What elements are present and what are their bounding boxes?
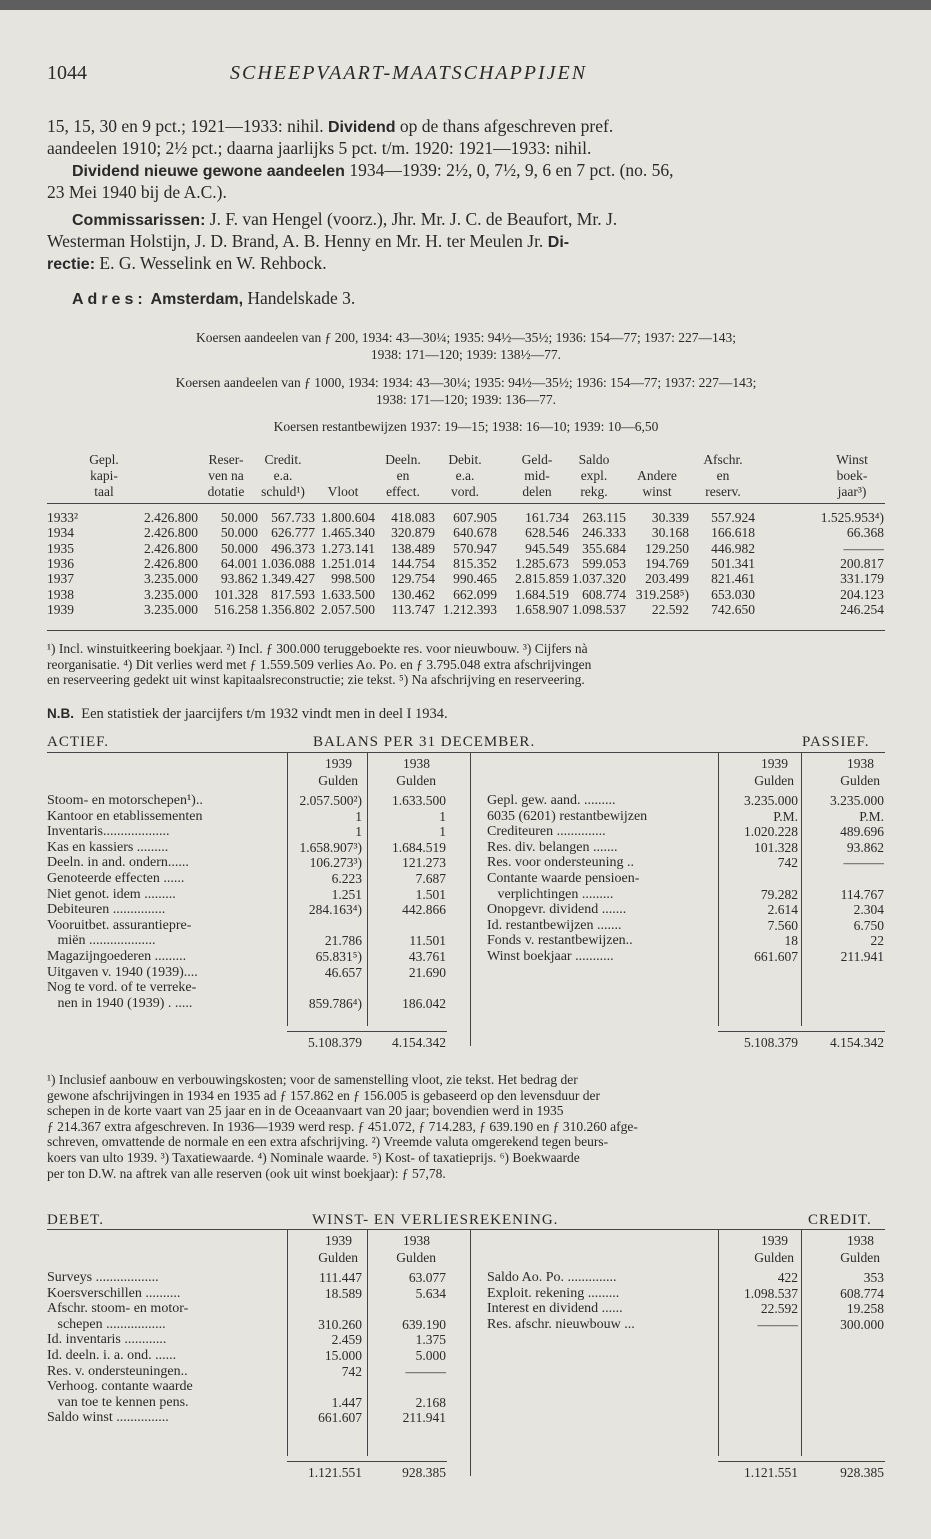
- winst-left-label: Id. inventaris ............: [47, 1332, 167, 1348]
- stats-cell: 1.212.393: [443, 601, 497, 617]
- winst-right-label: Interest en dividend ......: [487, 1301, 623, 1317]
- winst-left-value-a: 18.589: [324, 1285, 362, 1301]
- stats-cell: 161.734: [525, 510, 569, 525]
- balans-right-value-a: 7.560: [767, 917, 798, 933]
- winst-left-value-b: 5.634: [415, 1285, 446, 1301]
- winst-col-rule: [718, 1229, 719, 1456]
- balans-left-value-b: 1: [439, 808, 446, 824]
- page-title: SCHEEPVAART-MAATSCHAPPIJEN: [230, 62, 588, 84]
- balans-right-total-a: 5.108.379: [744, 1035, 798, 1050]
- footnote-line: schreven, omvattende de normale en een extra afschrijving. ²) Vreemde valuta omgerekend tegen beurs-: [47, 1134, 609, 1150]
- stats-cell: 990.465: [453, 571, 497, 587]
- balans-unit-col: Gulden: [754, 773, 794, 788]
- balans-right-label: Crediteuren ..............: [487, 824, 606, 840]
- winst-debet-title: DEBET.: [47, 1212, 104, 1228]
- winst-right-value-b: 300.000: [840, 1316, 884, 1332]
- balans-right-value-a: 79.282: [760, 886, 798, 902]
- stats-bottom-rule: [47, 630, 885, 631]
- winst-left-value-b: 1.375: [415, 1332, 446, 1348]
- balans-right-value-b: 3.235.000: [830, 793, 884, 808]
- stats-header-cell: kapi-: [90, 468, 118, 483]
- winst-unit-col: Gulden: [754, 1250, 794, 1265]
- winst-top-rule: [47, 1229, 885, 1230]
- stats-cell: 246.333: [582, 525, 626, 541]
- stats-cell: 129.250: [645, 540, 689, 556]
- balans-left-value-a: 284.163⁴): [308, 902, 362, 918]
- winst-col-rule: [801, 1229, 802, 1456]
- stats-header-cell: boek-: [836, 468, 868, 483]
- balans-right-label: Onopgevr. dividend .......: [487, 902, 627, 918]
- footnote-line: en reserveering gedekt uit winst kapitaalsreconstructie; zie tekst. ⁵) Na afschrijving en reserveering.: [47, 672, 585, 688]
- stats-row-year: 1935: [47, 540, 74, 556]
- stats-header-cell: reserv.: [705, 484, 741, 499]
- stats-header-cell: Afschr.: [703, 452, 743, 467]
- balans-left-value-a: 106.273³): [309, 855, 362, 871]
- stats-cell: 998.500: [331, 571, 375, 587]
- winst-right-value-a: 22.592: [760, 1301, 798, 1317]
- stats-cell: 2.057.500: [321, 601, 375, 617]
- stats-cell: 1.800.604: [321, 510, 375, 525]
- intro-line-4: 23 Mei 1940 bij de A.C.).: [47, 182, 227, 202]
- balans-left-value-a: 6.223: [331, 871, 362, 886]
- winst-year-col: 1939: [325, 1233, 352, 1248]
- stats-cell: 319.258⁵): [635, 586, 689, 602]
- balans-left-total-b: 4.154.342: [392, 1035, 446, 1050]
- balans-right-label: verplichtingen .........: [487, 886, 614, 902]
- stats-cell: 418.083: [391, 510, 435, 525]
- balans-right-value-b: 6.750: [853, 917, 884, 933]
- winst-left-value-b: ———: [405, 1363, 446, 1379]
- stats-cell: 1.251.014: [321, 555, 375, 571]
- stats-cell: 138.489: [391, 540, 435, 556]
- stats-cell: 1.273.141: [321, 540, 375, 556]
- balans-right-value-a: 661.607: [754, 949, 798, 964]
- stats-cell: 50.000: [220, 540, 258, 556]
- balans-left-value-a: 2.057.500²): [299, 793, 362, 808]
- balans-right-label: Gepl. gew. aand. .........: [487, 793, 616, 808]
- intro-line-1: 15, 15, 30 en 9 pct.; 1921—1933: nihil. Dividend op de thans afgeschreven pref.: [47, 116, 614, 136]
- stats-header-cell: dotatie: [207, 484, 245, 499]
- winst-left-label: schepen .................: [47, 1316, 166, 1332]
- balans-left-value-a: 1: [355, 808, 362, 824]
- balans-year-col: 1939: [325, 756, 352, 771]
- intro-line-7: rectie: E. G. Wesselink en W. Rehbock.: [47, 253, 327, 273]
- stats-cell: 599.053: [582, 555, 626, 571]
- balans-left-value-b: 1: [439, 824, 446, 840]
- winst-left-value-a: 2.459: [331, 1332, 362, 1348]
- balans-right-value-b: 93.862: [846, 839, 884, 855]
- balans-year-col: 1938: [847, 756, 874, 771]
- balans-left-value-b: 1.684.519: [392, 839, 446, 855]
- stats-header-cell: Andere: [637, 468, 677, 483]
- stats-cell: 821.461: [711, 571, 755, 587]
- koersen-line-2a: Koersen aandeelen van ƒ 1000, 1934: 1934: 43—30¼; 1935: 94½—35½; 1936: 154—77; 1937: 227—143;: [175, 375, 757, 390]
- balans-actief-title: ACTIEF.: [47, 734, 110, 750]
- stats-cell: 817.593: [271, 586, 315, 602]
- balans-left-label: nen in 1940 (1939) . .....: [47, 995, 193, 1011]
- balans-left-value-b: 186.042: [402, 995, 446, 1011]
- winst-left-value-a: 661.607: [318, 1410, 362, 1426]
- balans-left-value-a: 859.786⁴): [308, 995, 362, 1011]
- intro-line-8: Adres: Amsterdam, Handelskade 3.: [72, 288, 356, 308]
- winst-right-value-a: ———: [757, 1316, 798, 1332]
- balans-unit-col: Gulden: [318, 773, 358, 788]
- footnote-line: ƒ 214.367 extra afgeschreven. In 1936—1939 werd resp. ƒ 451.072, ƒ 714.283, ƒ 639.190 en ƒ 310.260 afge-: [47, 1118, 638, 1134]
- stats-cell: 1.684.519: [515, 586, 569, 602]
- winst-left-label: van toe te kennen pens.: [47, 1394, 189, 1410]
- winst-unit-col: Gulden: [396, 1250, 436, 1265]
- winst-left-value-b: 211.941: [402, 1410, 446, 1426]
- balans-left-value-b: 442.866: [402, 902, 446, 918]
- stats-row-year: 1934: [47, 525, 74, 541]
- balans-left-value-b: 43.761: [408, 949, 446, 964]
- stats-row-year: 1938: [47, 586, 74, 602]
- winst-left-value-a: 1.447: [331, 1394, 362, 1410]
- balans-right-label: Res. voor ondersteuning ..: [487, 855, 634, 871]
- winst-unit-col: Gulden: [840, 1250, 880, 1265]
- koersen-line-1b: 1938: 171—120; 1939: 138½—77.: [370, 347, 562, 362]
- winst-credit-title: CREDIT.: [808, 1212, 872, 1228]
- stats-header-cell: rekg.: [580, 484, 608, 499]
- intro-line-5: Commissarissen: J. F. van Hengel (voorz.), Jhr. Mr. J. C. de Beaufort, Mr. J.: [72, 209, 618, 229]
- stats-header-cell: expl.: [580, 468, 608, 483]
- winst-divider: [470, 1229, 471, 1476]
- stats-cell: 501.341: [711, 555, 755, 571]
- stats-cell: 2.815.859: [515, 571, 569, 587]
- koersen-line-2b: 1938: 171—120; 1939: 136—77.: [375, 392, 556, 407]
- winst-left-label: Koersverschillen ..........: [47, 1285, 181, 1301]
- stats-cell: 1.465.340: [321, 525, 375, 541]
- stats-header-cell: ven na: [208, 468, 244, 483]
- balans-right-value-a: 3.235.000: [744, 793, 798, 808]
- stats-row-year: 1936: [47, 555, 74, 571]
- balans-left-value-a: 21.786: [324, 933, 362, 949]
- stats-cell: 3.235.000: [144, 571, 198, 587]
- stats-header-cell: en: [716, 468, 730, 483]
- winst-left-value-b: 5.000: [415, 1348, 446, 1363]
- winst-year-col: 1939: [761, 1233, 788, 1248]
- balans-left-label: Kas en kassiers .........: [47, 839, 169, 855]
- balans-left-label: Inventaris...................: [47, 824, 170, 840]
- koersen-line-3: Koersen restantbewijzen 1937: 19—15; 1938: 16—10; 1939: 10—6,50: [273, 419, 659, 434]
- stats-cell: 101.328: [214, 586, 258, 602]
- balans-right-value-a: 18: [784, 933, 798, 949]
- winst-year-col: 1938: [847, 1233, 874, 1248]
- stats-cell: 50.000: [220, 525, 258, 541]
- stats-cell: 130.462: [391, 586, 435, 602]
- stats-cell: 1.285.673: [515, 555, 569, 571]
- balans-year-col: 1938: [403, 756, 430, 771]
- stats-cell: 662.099: [453, 586, 497, 602]
- stats-cell: 815.352: [453, 555, 497, 571]
- stats-cell: 355.684: [582, 540, 626, 556]
- winst-right-total-a: 1.121.551: [744, 1465, 798, 1481]
- stats-cell: 50.000: [220, 510, 258, 525]
- stats-header-cell: Debit.: [448, 452, 482, 467]
- stats-header-cell: Geld-: [521, 452, 553, 467]
- footnote-line: ¹) Inclusief aanbouw en verbouwingskosten; voor de samenstelling vloot, zie tekst. Het bedrag der: [47, 1072, 578, 1087]
- stats-cell: 446.982: [711, 540, 755, 556]
- stats-cell: 516.258: [214, 601, 258, 617]
- winst-right-value-b: 608.774: [840, 1285, 884, 1301]
- stats-cell: 557.924: [711, 510, 755, 525]
- stats-cell: 1.633.500: [321, 586, 375, 602]
- balans-right-value-b: ———: [843, 855, 884, 871]
- stats-row-year: 1933²: [47, 510, 79, 525]
- winst-left-label: Res. v. ondersteuningen..: [47, 1363, 188, 1379]
- winst-left-label: Afschr. stoom- en motor-: [47, 1301, 189, 1317]
- stats-cell: 166.618: [711, 525, 755, 541]
- balans-right-label: 6035 (6201) restantbewijzen: [487, 808, 648, 824]
- stats-cell: 607.905: [453, 510, 497, 525]
- balans-left-value-b: 7.687: [415, 871, 446, 886]
- stats-cell: 246.254: [840, 601, 884, 617]
- intro-line-2: aandeelen 1910; 2½ pct.; daarna jaarlijks 5 pct. t/m. 1920: 1921—1933: nihil.: [47, 138, 592, 158]
- stats-cell: 30.339: [651, 510, 689, 525]
- stats-cell: 1.037.320: [572, 571, 626, 587]
- stats-cell: 1.356.802: [261, 601, 315, 617]
- balans-left-value-b: 121.273: [402, 855, 446, 871]
- winst-left-value-b: 639.190: [402, 1316, 446, 1332]
- stats-cell: 2.426.800: [144, 540, 198, 556]
- balans-left-label: Uitgaven v. 1940 (1939)....: [47, 964, 198, 980]
- winst-unit-col: Gulden: [318, 1250, 358, 1265]
- stats-header-cell: delen: [522, 484, 552, 499]
- balans-right-value-a: 2.614: [767, 902, 798, 918]
- balans-right-total-b: 4.154.342: [830, 1035, 884, 1050]
- winst-left-value-a: 310.260: [318, 1316, 362, 1332]
- balans-unit-col: Gulden: [840, 773, 880, 788]
- footnote-line: per ton D.W. na aftrek van alle reserven (ook uit winst boekjaar): ƒ 57,78.: [47, 1165, 446, 1181]
- balans-title: BALANS PER 31 DECEMBER.: [313, 734, 536, 750]
- balans-left-value-a: 46.657: [324, 964, 362, 980]
- stats-cell: 567.733: [271, 510, 315, 525]
- balans-left-value-a: 1: [355, 824, 362, 840]
- stats-cell: 2.426.800: [144, 555, 198, 571]
- winst-title: WINST- EN VERLIESREKENING.: [312, 1212, 559, 1228]
- stats-cell: 3.235.000: [144, 586, 198, 602]
- balans-right-label: Fonds v. restantbewijzen..: [487, 933, 633, 949]
- stats-header-cell: Winst: [836, 452, 868, 467]
- balans-right-label: Id. restantbewijzen .......: [487, 917, 622, 933]
- winst-right-label: Res. afschr. nieuwbouw ...: [487, 1316, 635, 1332]
- stats-header-cell: e.a.: [455, 468, 475, 483]
- winst-left-value-a: 15.000: [324, 1348, 362, 1363]
- footnote-line: koers van ulto 1939. ³) Taxatiewaarde. ⁴) Nominale waarde. ⁵) Kost- of taxatieprijs. ⁶) Boekwaarde: [47, 1150, 580, 1165]
- stats-header-cell: Credit.: [264, 452, 302, 467]
- balans-left-total-a: 5.108.379: [308, 1035, 362, 1050]
- balans-left-value-a: 1.251: [331, 886, 362, 902]
- stats-cell: 2.426.800: [144, 525, 198, 541]
- stats-cell: 1.036.088: [261, 555, 315, 571]
- balans-left-label: Kantoor en etablissementen: [47, 808, 203, 824]
- stats-cell: 626.777: [271, 525, 315, 541]
- winst-left-label: Saldo winst ...............: [47, 1410, 169, 1426]
- stats-header-cell: winst: [642, 484, 672, 499]
- balans-total-rule: [287, 1031, 447, 1032]
- balans-left-value-a: 1.658.907³): [299, 839, 362, 855]
- balans-right-label: Contante waarde pensioen-: [487, 871, 640, 886]
- balans-divider: [470, 752, 471, 1046]
- stats-cell: 200.817: [840, 555, 884, 571]
- stats-header-cell: Deeln.: [385, 452, 421, 467]
- koersen-line-1a: Koersen aandeelen van ƒ 200, 1934: 43—30¼; 1935: 94½—35½; 1936: 154—77; 1937: 227—143;: [196, 330, 736, 345]
- balans-left-label: Deeln. in and. ondern......: [47, 855, 189, 871]
- winst-left-value-b: 63.077: [408, 1270, 446, 1285]
- stats-cell: 1.525.953⁴): [820, 510, 884, 525]
- balans-left-label: Vooruitbet. assurantiepre-: [47, 917, 192, 933]
- stats-cell: 93.862: [220, 571, 258, 587]
- balans-year-col: 1939: [761, 756, 788, 771]
- stats-cell: 628.546: [525, 525, 569, 541]
- intro-line-6: Westerman Holstijn, J. D. Brand, A. B. Henny en Mr. H. ter Meulen Jr. Di-: [47, 231, 570, 251]
- balans-left-label: Magazijngoederen .........: [47, 949, 187, 964]
- balans-right-value-a: 1.020.228: [744, 824, 798, 840]
- stats-cell: 653.030: [711, 586, 755, 602]
- winst-left-total-b: 928.385: [402, 1465, 446, 1481]
- balans-left-label: Stoom- en motorschepen¹)..: [47, 793, 203, 808]
- stats-cell: 22.592: [651, 601, 689, 617]
- balans-left-value-b: 11.501: [409, 933, 446, 949]
- balans-left-label: Debiteuren ...............: [47, 902, 166, 918]
- balans-left-value-b: 21.690: [408, 964, 446, 980]
- winst-left-label: Id. deeln. i. a. ond. ......: [47, 1348, 177, 1363]
- stats-cell: 113.747: [391, 601, 435, 617]
- balans-right-value-b: 2.304: [853, 902, 884, 918]
- balans-left-label: Nog te vord. of te verreke-: [47, 980, 197, 996]
- winst-left-value-a: 111.447: [319, 1270, 362, 1285]
- stats-cell: 608.774: [582, 586, 626, 602]
- balans-right-label: Res. div. belangen .......: [487, 839, 618, 855]
- footnote-line: gewone afschrijvingen in 1934 en 1935 ad ƒ 157.862 en ƒ 156.005 is gebaseerd op den levensduur der: [47, 1087, 600, 1103]
- balans-right-value-b: 211.941: [840, 949, 884, 964]
- winst-left-label: Verhoog. contante waarde: [47, 1379, 193, 1395]
- balans-total-rule: [718, 1031, 885, 1032]
- winst-right-value-a: 422: [777, 1270, 798, 1285]
- footnote-line: reorganisatie. ⁴) Dit verlies werd met ƒ 1.559.509 verlies Ao. Po. en ƒ 3.795.048 extra afschrijvingen: [47, 656, 592, 672]
- stats-cell: 570.947: [453, 540, 497, 556]
- stats-header-cell: vord.: [450, 484, 480, 499]
- balans-top-rule: [47, 752, 885, 753]
- stats-cell: 742.650: [711, 601, 755, 617]
- balans-left-label: Niet genot. idem .........: [47, 886, 176, 902]
- winst-total-rule: [718, 1461, 885, 1462]
- stats-header-cell: taal: [94, 484, 114, 499]
- winst-right-value-b: 19.258: [846, 1301, 884, 1317]
- footnote-line: ¹) Incl. winstuitkeering boekjaar. ²) Incl. ƒ 300.000 teruggeboekte res. voor nieuwbouw. ³) Cijfers nà: [47, 641, 588, 656]
- stats-cell: 331.179: [840, 571, 884, 587]
- stats-row-year: 1939: [47, 601, 74, 617]
- stats-header-rule: [47, 503, 885, 504]
- stats-header-cell: schuld¹): [261, 484, 305, 499]
- balans-left-value-a: 65.831⁵): [315, 949, 362, 964]
- stats-header-cell: Reser-: [208, 452, 244, 467]
- winst-right-label: Saldo Ao. Po. ..............: [487, 1270, 617, 1285]
- winst-right-value-b: 353: [863, 1270, 884, 1285]
- balans-right-value-b: 114.767: [840, 886, 884, 902]
- winst-left-label: Surveys ..................: [47, 1270, 159, 1285]
- stats-header-cell: en: [396, 468, 410, 483]
- stats-cell: 129.754: [391, 571, 435, 587]
- balans-right-value-a: P.M.: [773, 808, 798, 824]
- balans-left-label: miën ...................: [47, 933, 156, 949]
- stats-header-cell: Saldo: [578, 452, 610, 467]
- stats-header-cell: effect.: [386, 484, 420, 499]
- stats-header-cell: e.a.: [273, 468, 293, 483]
- winst-right-label: Exploit. rekening .........: [487, 1285, 620, 1301]
- balans-right-value-b: 22: [870, 933, 884, 949]
- balans-right-value-a: 742: [777, 855, 798, 871]
- balans-passief-title: PASSIEF.: [802, 734, 870, 750]
- stats-cell: 1.658.907: [515, 601, 569, 617]
- winst-year-col: 1938: [403, 1233, 430, 1248]
- balans-right-value-b: P.M.: [859, 808, 884, 824]
- balans-left-value-b: 1.633.500: [392, 793, 446, 808]
- stats-header-cell: Vloot: [327, 484, 359, 499]
- nb-note: N.B. Een statistiek der jaarcijfers t/m 1932 vindt men in deel I 1934.: [47, 706, 448, 722]
- winst-right-total-b: 928.385: [840, 1465, 884, 1481]
- stats-cell: 64.001: [220, 555, 258, 571]
- stats-cell: 1.349.427: [261, 571, 315, 587]
- stats-cell: 66.368: [846, 525, 884, 541]
- stats-cell: 203.499: [645, 571, 689, 587]
- stats-cell: ———: [843, 540, 884, 556]
- balans-right-value-b: 489.696: [840, 824, 884, 840]
- stats-header-cell: Gepl.: [89, 452, 119, 467]
- balans-right-label: Winst boekjaar ...........: [487, 949, 614, 964]
- balans-unit-col: Gulden: [396, 773, 436, 788]
- stats-header-cell: jaar³): [837, 484, 867, 499]
- winst-left-total-a: 1.121.551: [308, 1465, 362, 1481]
- stats-cell: 3.235.000: [144, 601, 198, 617]
- winst-total-rule: [287, 1461, 447, 1462]
- stats-cell: 640.678: [453, 525, 497, 541]
- stats-cell: 194.769: [645, 555, 689, 571]
- balans-left-value-b: 1.501: [415, 886, 446, 902]
- stats-cell: 2.426.800: [144, 510, 198, 525]
- stats-cell: 1.098.537: [572, 601, 626, 617]
- winst-right-value-a: 1.098.537: [744, 1285, 798, 1301]
- page-number: 1044: [47, 62, 87, 84]
- stats-cell: 263.115: [582, 510, 626, 525]
- stats-cell: 204.123: [840, 586, 884, 602]
- balans-left-label: Genoteerde effecten ......: [47, 871, 185, 886]
- stats-row-year: 1937: [47, 571, 74, 587]
- winst-left-value-a: 742: [341, 1363, 362, 1379]
- stats-header-cell: mid-: [524, 468, 550, 483]
- stats-cell: 144.754: [391, 555, 435, 571]
- winst-left-value-b: 2.168: [415, 1394, 446, 1410]
- stats-cell: 320.879: [391, 525, 435, 541]
- stats-cell: 496.373: [271, 540, 315, 556]
- stats-cell: 30.168: [651, 525, 689, 541]
- intro-line-3: Dividend nieuwe gewone aandeelen 1934—1939: 2½, 0, 7½, 9, 6 en 7 pct. (no. 56,: [72, 160, 674, 180]
- footnote-line: schepen in de korte vaart van 25 jaar en in de Oceaanvaart van 20 jaar; bovendien werd in 1935: [47, 1103, 564, 1119]
- stats-cell: 945.549: [525, 540, 569, 556]
- balans-right-value-a: 101.328: [754, 839, 798, 855]
